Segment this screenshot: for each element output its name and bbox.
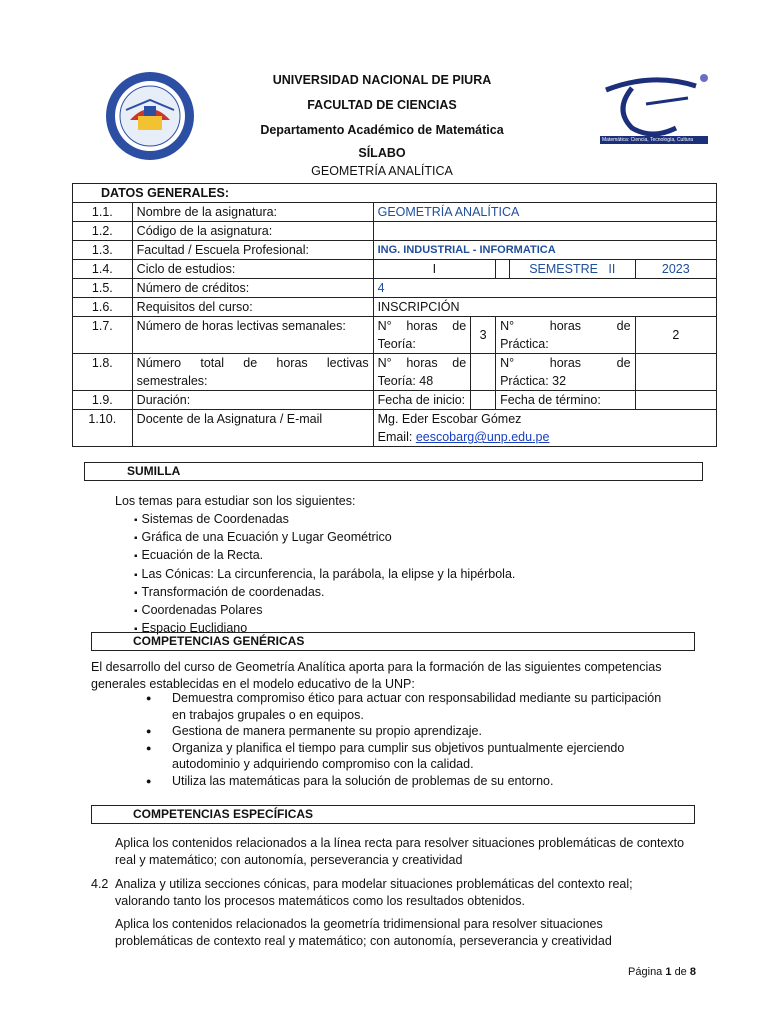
start-date-label: Fecha de inicio:: [373, 391, 471, 410]
table-row: [73, 203, 717, 222]
list-item: ● Organiza y planifica el tiempo para cumplir sus objetivos puntualmente ejerciendo autodominio y adquiriendo compromiso con la calidad.: [146, 740, 706, 773]
generic-competencies-heading: COMPETENCIAS GENÉRICAS: [91, 632, 695, 651]
empty-cell: [496, 260, 510, 279]
datos-generales-title: DATOS GENERALES:: [73, 184, 717, 203]
course-name-value: GEOMETRÍA ANALÍTICA: [373, 203, 716, 222]
teacher-email-link[interactable]: eescobarg@unp.edu.pe: [415, 430, 550, 444]
sumilla-intro: Los temas para estudiar son los siguientes:: [115, 494, 356, 508]
table-row: [73, 222, 717, 241]
table-row: [73, 260, 717, 279]
sumilla-list: [134, 511, 515, 638]
university-name: UNIVERSIDAD NACIONAL DE PIURA: [272, 73, 492, 87]
document-type: SÍLABO: [358, 146, 406, 160]
list-item: ▪ Gráfica de una Ecuación y Lugar Geométrico: [134, 529, 515, 547]
end-date-label: Fecha de término:: [496, 391, 636, 410]
specific-competency-3: Aplica los contenidos relacionados la geometría tridimensional para resolver situaciones problemáticas de contexto real y matemático; con autonomía, perseverancia y creatividad: [115, 917, 612, 948]
sumilla-heading: SUMILLA: [84, 462, 703, 481]
list-item: ▪ Ecuación de la Recta.: [134, 547, 515, 565]
weekly-theory-label: N° horas de Teoría:: [373, 317, 471, 354]
row-number: 1.6.: [73, 298, 133, 317]
list-item: ▪ Transformación de coordenadas.: [134, 584, 515, 602]
list-item: ● Utiliza las matemáticas para la solución de problemas de su entorno.: [146, 773, 706, 790]
empty-cell: [635, 354, 716, 391]
credits-value: 4: [373, 279, 716, 298]
list-item: ● Gestiona de manera permanente su propio aprendizaje.: [146, 723, 706, 740]
row-number: 1.10.: [73, 410, 133, 447]
weekly-practice-label: N° horas de Práctica:: [496, 317, 636, 354]
specific-competency-number: 4.2: [91, 877, 109, 891]
row-number: 1.1.: [73, 203, 133, 222]
teacher-cell: [373, 410, 716, 447]
faculty-logo: [592, 70, 716, 152]
cycle-value: I: [373, 260, 495, 279]
row-label: Número de horas lectivas semanales:: [132, 317, 373, 354]
row-number: 1.9.: [73, 391, 133, 410]
generic-competencies-intro: El desarrollo del curso de Geometría Analítica aporta para la formación de las siguientes competencias generales establecidas en el modelo educativo de la UNP:: [91, 660, 662, 691]
semester-practice-label: N° horas de Práctica: 32: [496, 354, 636, 391]
list-item: ▪ Sistemas de Coordenadas: [134, 511, 515, 529]
row-label: Código de la asignatura:: [132, 222, 373, 241]
table-row: [73, 391, 717, 410]
specific-competency-1: Aplica los contenidos relacionados a la línea recta para resolver situaciones problemáticas de contexto real y matemático; con autonomía, perseverancia y creatividad: [115, 836, 685, 867]
school-value: ING. INDUSTRIAL - INFORMATICA: [373, 241, 716, 260]
row-label: Requisitos del curso:: [132, 298, 373, 317]
document-header: [180, 68, 584, 179]
row-number: 1.5.: [73, 279, 133, 298]
table-row: [73, 354, 717, 391]
table-row: [73, 184, 717, 203]
row-label: Nombre de la asignatura:: [132, 203, 373, 222]
row-number: 1.3.: [73, 241, 133, 260]
empty-cell: [635, 391, 716, 410]
table-row: [73, 410, 717, 447]
list-item: ▪ Espacio Euclidiano: [134, 620, 515, 638]
course-code-value: [373, 222, 716, 241]
email-label: Email:: [377, 430, 413, 444]
row-label: Facultad / Escuela Profesional:: [132, 241, 373, 260]
faculty-name: FACULTAD DE CIENCIAS: [307, 98, 457, 112]
empty-cell: [471, 391, 496, 410]
table-row: [73, 317, 717, 354]
row-label: Docente de la Asignatura / E-mail: [132, 410, 373, 447]
row-label: Número total de horas lectivas semestrales:: [132, 354, 373, 391]
row-number: 1.4.: [73, 260, 133, 279]
row-label: Número de créditos:: [132, 279, 373, 298]
weekly-theory-hours: 3: [471, 317, 496, 354]
requirements-value: INSCRIPCIÓN: [373, 298, 716, 317]
list-item: ▪ Las Cónicas: La circunferencia, la parábola, la elipse y la hipérbola.: [134, 566, 515, 584]
semester-theory-label: N° horas de Teoría: 48: [373, 354, 471, 391]
weekly-practice-hours: 2: [635, 317, 716, 354]
datos-generales-table: [72, 183, 717, 447]
page-number: Página 1 de 8: [628, 966, 696, 978]
row-label: Duración:: [132, 391, 373, 410]
specific-competency-2: Analiza y utiliza secciones cónicas, para modelar situaciones problemáticas del contexto real; valorando tanto los procesos matemáticos como los resultados obtenidos.: [115, 877, 633, 908]
generic-competencies-list: [146, 690, 706, 789]
year-value: 2023: [635, 260, 716, 279]
semester-value: SEMESTRE II: [510, 260, 636, 279]
list-item: ▪ Coordenadas Polares: [134, 602, 515, 620]
table-row: [73, 279, 717, 298]
row-number: 1.8.: [73, 354, 133, 391]
teacher-name: Mg. Eder Escobar Gómez: [377, 412, 522, 426]
row-label: Ciclo de estudios:: [132, 260, 373, 279]
department-name: Departamento Académico de Matemática: [260, 123, 504, 137]
row-number: 1.7.: [73, 317, 133, 354]
course-title: GEOMETRÍA ANALÍTICA: [311, 164, 453, 178]
table-row: [73, 298, 717, 317]
table-row: [73, 241, 717, 260]
empty-cell: [471, 354, 496, 391]
specific-competencies-heading: COMPETENCIAS ESPECÍFICAS: [91, 805, 695, 824]
logo-tagline: Matemática: Ciencia, Tecnología, Cultura: [602, 137, 694, 143]
row-number: 1.2.: [73, 222, 133, 241]
list-item: ● Demuestra compromiso ético para actuar con responsabilidad mediante su participación en trabajos grupales o en equipos.: [146, 690, 706, 723]
